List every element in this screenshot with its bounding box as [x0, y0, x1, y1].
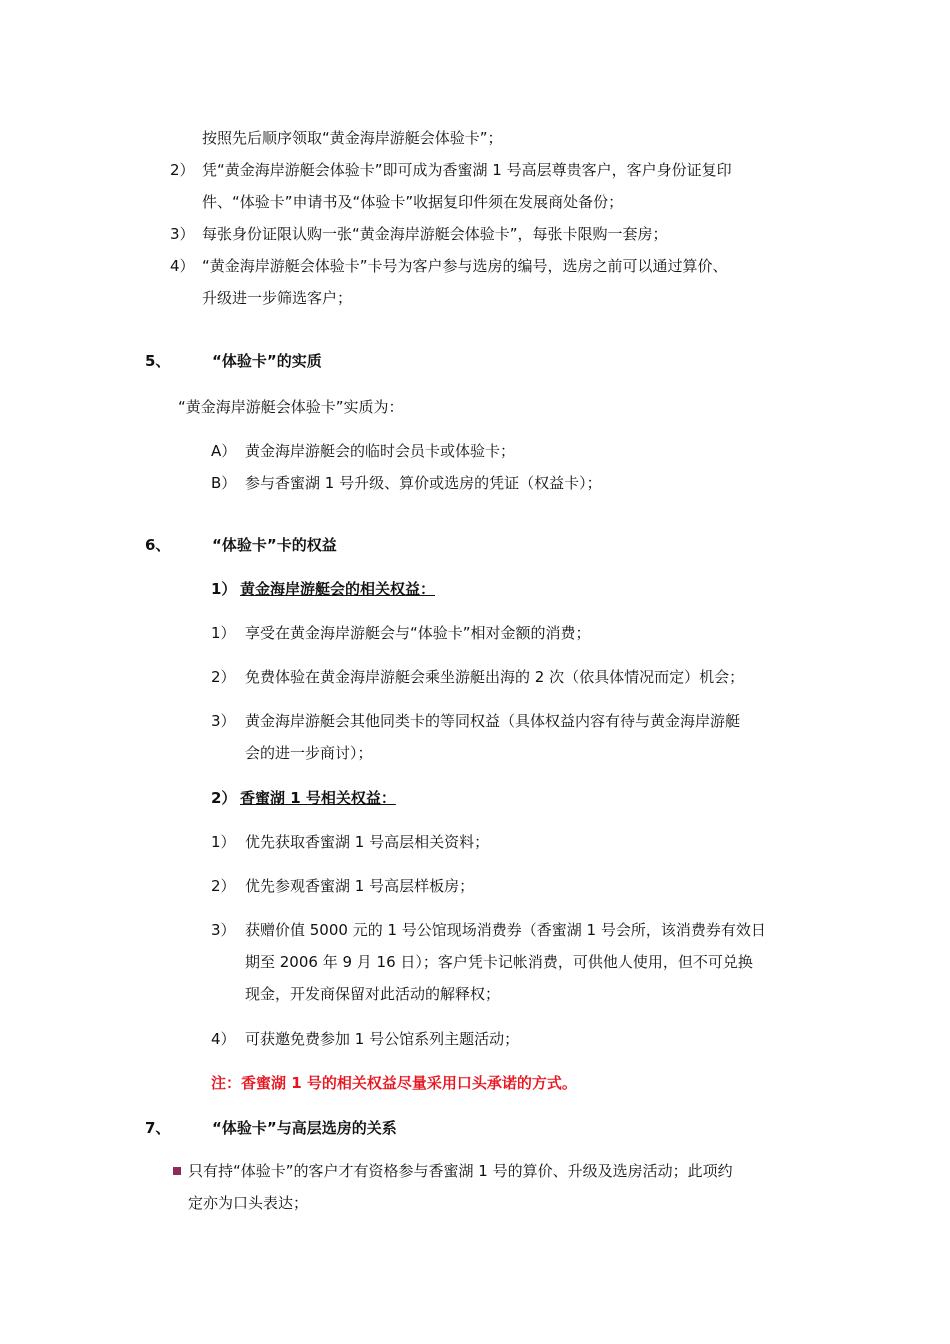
list-item-text: 每张身份证限认购一张“黄金海岸游艇会体验卡”，每张卡限购一套房；	[202, 225, 668, 243]
list-item-text: “黄金海岸游艇会体验卡”卡号为客户参与选房的编号，选房之前可以通过算价、	[202, 257, 728, 275]
list-number: 2）	[211, 668, 236, 686]
list-item-text: 黄金海岸游艇会其他同类卡的等同权益（具体权益内容有待与黄金海岸游艇	[245, 712, 741, 730]
subsection-number: 1）	[211, 580, 237, 598]
list-letter: B）	[211, 474, 237, 492]
subsection-heading: 黄金海岸游艇会的相关权益：	[240, 580, 436, 598]
note-text: 注：香蜜湖 1 号的相关权益尽量采用口头承诺的方式。	[211, 1074, 577, 1092]
list-number: 4）	[170, 257, 195, 275]
section-number: 7、	[145, 1119, 171, 1137]
list-item-text: 获赠价值 5000 元的 1 号公馆现场消费券（香蜜湖 1 号会所，该消费券有效日	[245, 921, 766, 939]
list-item-text: 升级进一步筛选客户；	[202, 289, 353, 307]
list-item-text: 享受在黄金海岸游艇会与“体验卡”相对金额的消费；	[245, 624, 591, 642]
section-number: 6、	[145, 536, 171, 554]
square-bullet-icon	[173, 1167, 181, 1175]
list-continuation-text: 按照先后顺序领取“黄金海岸游艇会体验卡”；	[202, 129, 503, 147]
list-item-text: 件、“体验卡”申请书及“体验卡”收据复印件须在发展商处备份；	[202, 193, 624, 211]
subsection-heading: 香蜜湖 1 号相关权益：	[240, 789, 396, 807]
list-item-text: 凭“黄金海岸游艇会体验卡”即可成为香蜜湖 1 号高层尊贵客户，客户身份证复印	[202, 161, 732, 179]
section-heading: “体验卡”卡的权益	[212, 536, 337, 554]
list-item-text: 期至 2006 年 9 月 16 日）；客户凭卡记帐消费，可供他人使用，但不可兑换	[245, 953, 753, 971]
list-item-text: 现金，开发商保留对此活动的解释权；	[245, 985, 501, 1003]
list-item-text: 免费体验在黄金海岸游艇会乘坐游艇出海的 2 次（依具体情况而定）机会；	[245, 668, 745, 686]
bullet-text: 定亦为口头表达；	[188, 1194, 309, 1212]
section-heading: “体验卡”的实质	[212, 352, 322, 370]
section-lead-text: “黄金海岸游艇会体验卡”实质为：	[178, 398, 404, 416]
list-number: 2）	[170, 161, 195, 179]
section-heading: “体验卡”与高层选房的关系	[212, 1119, 397, 1137]
list-item-text: 优先参观香蜜湖 1 号高层样板房；	[245, 877, 475, 895]
bullet-text: 只有持“体验卡”的客户才有资格参与香蜜湖 1 号的算价、升级及选房活动；此项约	[188, 1162, 733, 1180]
list-letter: A）	[211, 442, 237, 460]
list-number: 4）	[211, 1030, 236, 1048]
subsection-number: 2）	[211, 789, 237, 807]
list-number: 3）	[211, 712, 236, 730]
list-number: 1）	[211, 624, 236, 642]
list-item-text: 黄金海岸游艇会的临时会员卡或体验卡；	[245, 442, 516, 460]
list-number: 2）	[211, 877, 236, 895]
section-number: 5、	[145, 352, 171, 370]
list-number: 3）	[170, 225, 195, 243]
list-number: 3）	[211, 921, 236, 939]
list-item-text: 优先获取香蜜湖 1 号高层相关资料；	[245, 833, 490, 851]
list-number: 1）	[211, 833, 236, 851]
list-item-text: 会的进一步商讨）；	[245, 744, 373, 762]
list-item-text: 可获邀免费参加 1 号公馆系列主题活动；	[245, 1030, 520, 1048]
list-item-text: 参与香蜜湖 1 号升级、算价或选房的凭证（权益卡）；	[245, 474, 602, 492]
